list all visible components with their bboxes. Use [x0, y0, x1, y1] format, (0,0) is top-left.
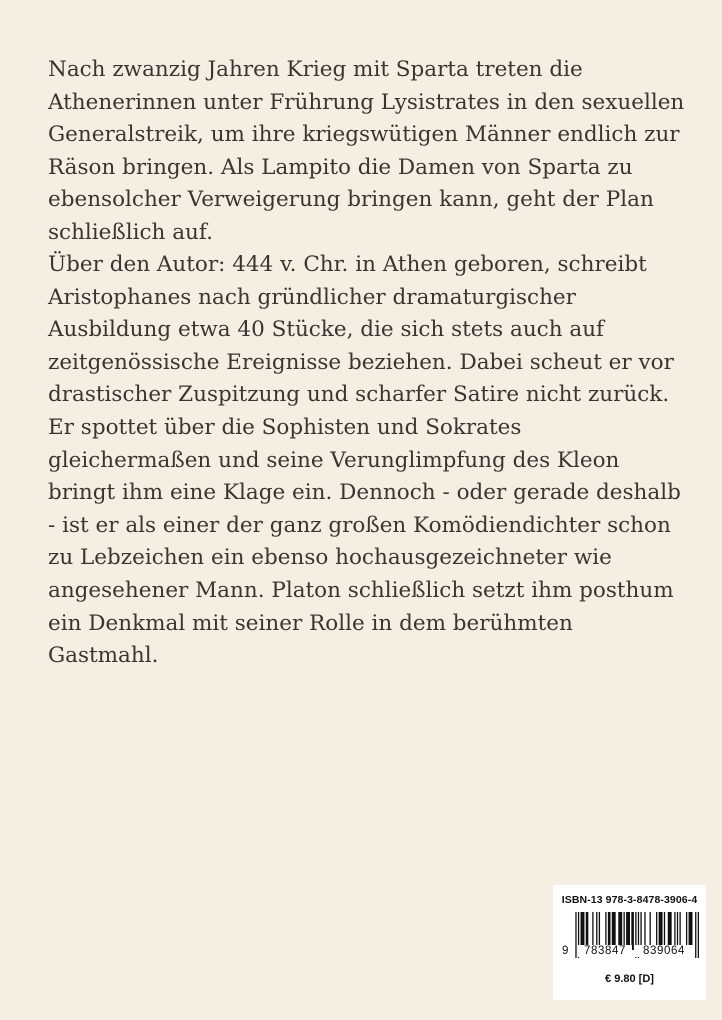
price-label: € 9.80 [D] [605, 973, 654, 985]
about-author-text: Über den Autor: 444 v. Chr. in Athen geboren, schreibt Aristophanes nach gründlicher dramaturgischer Ausbildung etwa 40 Stücke, die sich stets auch auf zeitgenössische Ereignisse beziehen. Dabei scheut er vor drastischer Zuspitzung und scharfer Satire nicht zurück. Er spottet über die Sophisten und Sokrates gleichermaßen und seine Verunglimpfung des Kleon bringt ihm eine Klage ein. Dennoch - oder gerade deshalb - ist er als einer der ganz großen Komödiendichter schon zu Lebzeichen ein ebenso hochausgezeichneter wie angesehener Mann. Platon schließlich setzt ihm posthum ein Denkmal mit seiner Rolle in dem berühmten Gastmahl. [48, 252, 681, 669]
isbn-label: ISBN-13 978-3-8478-3906-4 [561, 894, 698, 906]
book-blurb: Nach zwanzig Jahren Krieg mit Sparta treten die Athenerinnen unter Frührung Lysistrates in den sexuellen Generalstreik, um ihre kriegswütigen Männer endlich zur Räson bringen. Als Lampito die Damen von Sparta zu ebensolcher Verweigerung bringen kann, geht der Plan schließlich auf. [48, 57, 685, 245]
ean-right-group: 839064 [635, 945, 693, 957]
ean-first-digit: 9 [562, 945, 569, 957]
isbn-barcode-box [553, 885, 706, 1000]
ean-digits [553, 945, 706, 961]
ean-left-group: 783847 [578, 945, 632, 957]
